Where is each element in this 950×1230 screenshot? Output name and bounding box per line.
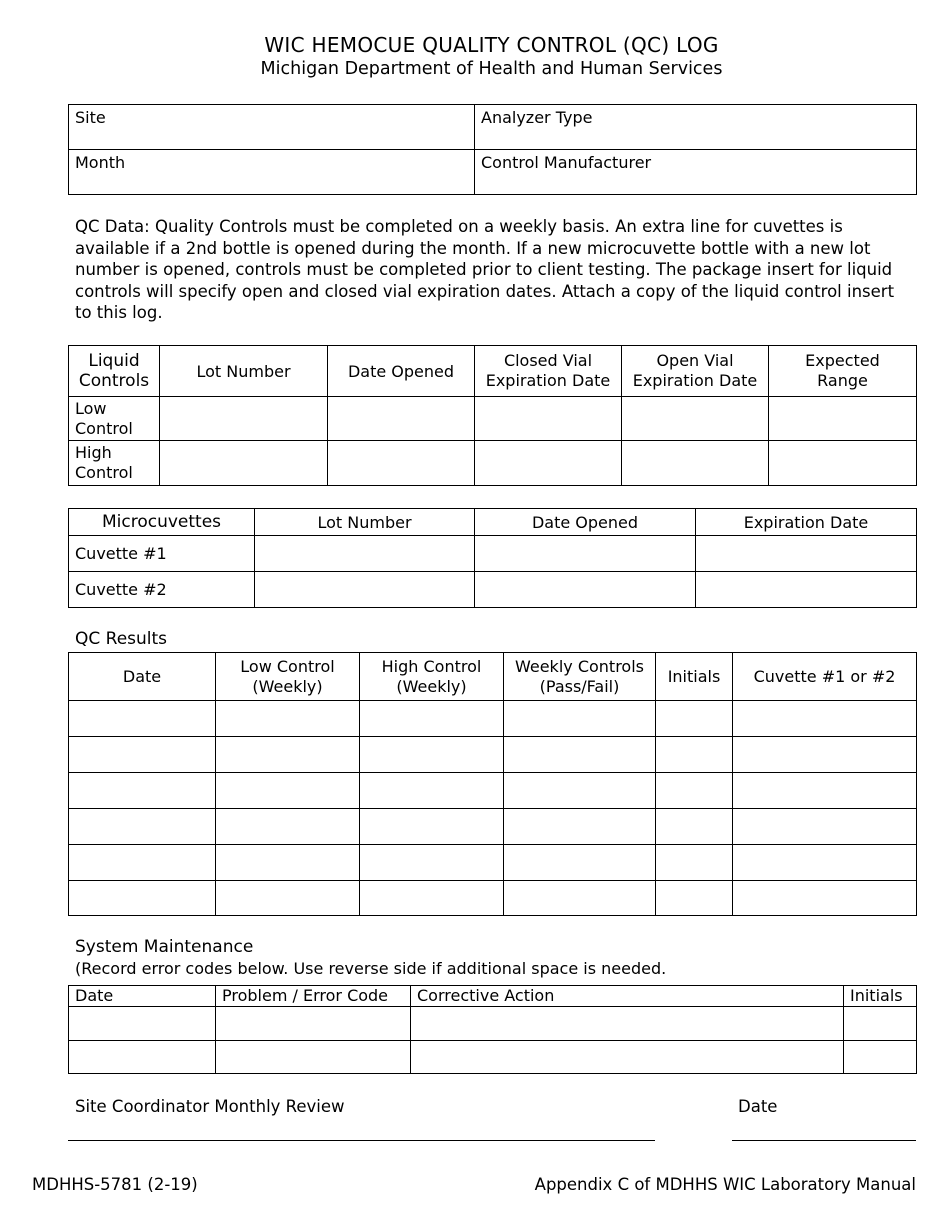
row-high-control: High Control [69,441,160,486]
header-expected-range: Expected Range [769,346,917,397]
cell[interactable] [733,737,917,773]
cell[interactable] [475,397,622,441]
cell[interactable] [328,397,475,441]
table-row [69,773,917,809]
cell[interactable] [733,701,917,737]
cell[interactable] [504,845,656,881]
cell[interactable] [504,737,656,773]
table-row [69,881,917,916]
header-initials: Initials [844,986,917,1007]
cell[interactable] [733,881,917,916]
review-date-label: Date [738,1097,778,1116]
cell[interactable] [69,1041,216,1074]
header-corrective-action: Corrective Action [411,986,844,1007]
cell[interactable] [216,1007,411,1041]
cell[interactable] [360,737,504,773]
header-initials: Initials [656,653,733,701]
maintenance-note: (Record error codes below. Use reverse side if additional space is needed. [75,959,667,978]
cell[interactable] [216,1041,411,1074]
cell[interactable] [504,701,656,737]
cell[interactable] [255,536,475,572]
cell[interactable] [504,881,656,916]
cell[interactable] [360,701,504,737]
header-problem-error-code: Problem / Error Code [216,986,411,1007]
appendix-reference: Appendix C of MDHHS WIC Laboratory Manual [534,1175,916,1194]
cell[interactable] [696,536,917,572]
cell[interactable] [255,572,475,608]
review-label: Site Coordinator Monthly Review [75,1097,345,1116]
table-row [69,1041,917,1074]
cell[interactable] [160,441,328,486]
header-open-vial-expiration: Open Vial Expiration Date [622,346,769,397]
maintenance-label: System Maintenance [75,937,254,957]
header-low-control: Low Control (Weekly) [216,653,360,701]
cell[interactable] [733,809,917,845]
cell[interactable] [216,737,360,773]
cell[interactable] [69,881,216,916]
header-liquid-controls: Liquid Controls [69,346,160,397]
qc-data-instructions: QC Data: Quality Controls must be completed on a weekly basis. An extra line for cuvettes is available if a 2nd bottle is opened during the month. If a new microcuvette bottle with a new lot number is opened, controls must be completed prior to client testing. The package insert for liquid controls will specify open and closed vial expiration dates. Attach a copy of the liquid control insert to this log. [75,217,895,322]
cell[interactable] [69,701,216,737]
table-row [69,809,917,845]
table-row [69,1007,917,1041]
table-row [69,737,917,773]
cell[interactable] [216,845,360,881]
form-title: WIC HEMOCUE QUALITY CONTROL (QC) LOG [264,33,719,57]
qc-results-table [68,652,917,916]
cell[interactable] [160,397,328,441]
cell[interactable] [696,572,917,608]
header-cuvette: Cuvette #1 or #2 [733,653,917,701]
site-field[interactable]: Site [69,105,475,150]
analyzer-type-field[interactable]: Analyzer Type [475,105,917,150]
cell[interactable] [360,773,504,809]
table-row [69,845,917,881]
cell[interactable] [69,1007,216,1041]
header-date-opened: Date Opened [475,509,696,536]
cell[interactable] [844,1007,917,1041]
info-table [68,104,917,195]
header-weekly-controls: Weekly Controls (Pass/Fail) [504,653,656,701]
cell[interactable] [69,809,216,845]
header-date: Date [69,986,216,1007]
cell[interactable] [504,773,656,809]
microcuvettes-table [68,508,917,608]
cell[interactable] [656,701,733,737]
cell[interactable] [411,1007,844,1041]
header-date: Date [69,653,216,701]
cell[interactable] [475,536,696,572]
header-lot-number: Lot Number [160,346,328,397]
cell[interactable] [475,441,622,486]
cell[interactable] [69,737,216,773]
maintenance-table [68,985,917,1074]
cell[interactable] [622,441,769,486]
cell[interactable] [733,845,917,881]
cell[interactable] [656,845,733,881]
row-low-control: Low Control [69,397,160,441]
cell[interactable] [769,441,917,486]
cell[interactable] [656,773,733,809]
cell[interactable] [656,809,733,845]
month-field[interactable]: Month [69,150,475,195]
qc-results-label: QC Results [75,629,168,649]
cell[interactable] [69,773,216,809]
cell[interactable] [360,881,504,916]
cell[interactable] [733,773,917,809]
header-lot-number: Lot Number [255,509,475,536]
form-number: MDHHS-5781 (2-19) [32,1175,198,1194]
header-expiration-date: Expiration Date [696,509,917,536]
cell[interactable] [656,737,733,773]
cell[interactable] [328,441,475,486]
cell[interactable] [475,572,696,608]
header-microcuvettes: Microcuvettes [69,509,255,536]
cell[interactable] [411,1041,844,1074]
cell[interactable] [216,881,360,916]
row-cuvette-1: Cuvette #1 [69,536,255,572]
row-cuvette-2: Cuvette #2 [69,572,255,608]
control-manufacturer-field[interactable]: Control Manufacturer [475,150,917,195]
cell[interactable] [504,809,656,845]
review-date-line[interactable] [732,1140,916,1141]
header-high-control: High Control (Weekly) [360,653,504,701]
cell[interactable] [360,809,504,845]
cell[interactable] [844,1041,917,1074]
liquid-controls-table [68,345,917,486]
cell[interactable] [69,845,216,881]
cell[interactable] [216,773,360,809]
cell[interactable] [622,397,769,441]
review-signature-line[interactable] [68,1140,655,1141]
cell[interactable] [216,701,360,737]
header-date-opened: Date Opened [328,346,475,397]
cell[interactable] [216,809,360,845]
form-subtitle: Michigan Department of Health and Human Services [260,59,723,79]
cell[interactable] [769,397,917,441]
cell[interactable] [656,881,733,916]
cell[interactable] [360,845,504,881]
header-closed-vial-expiration: Closed Vial Expiration Date [475,346,622,397]
table-row [69,701,917,737]
